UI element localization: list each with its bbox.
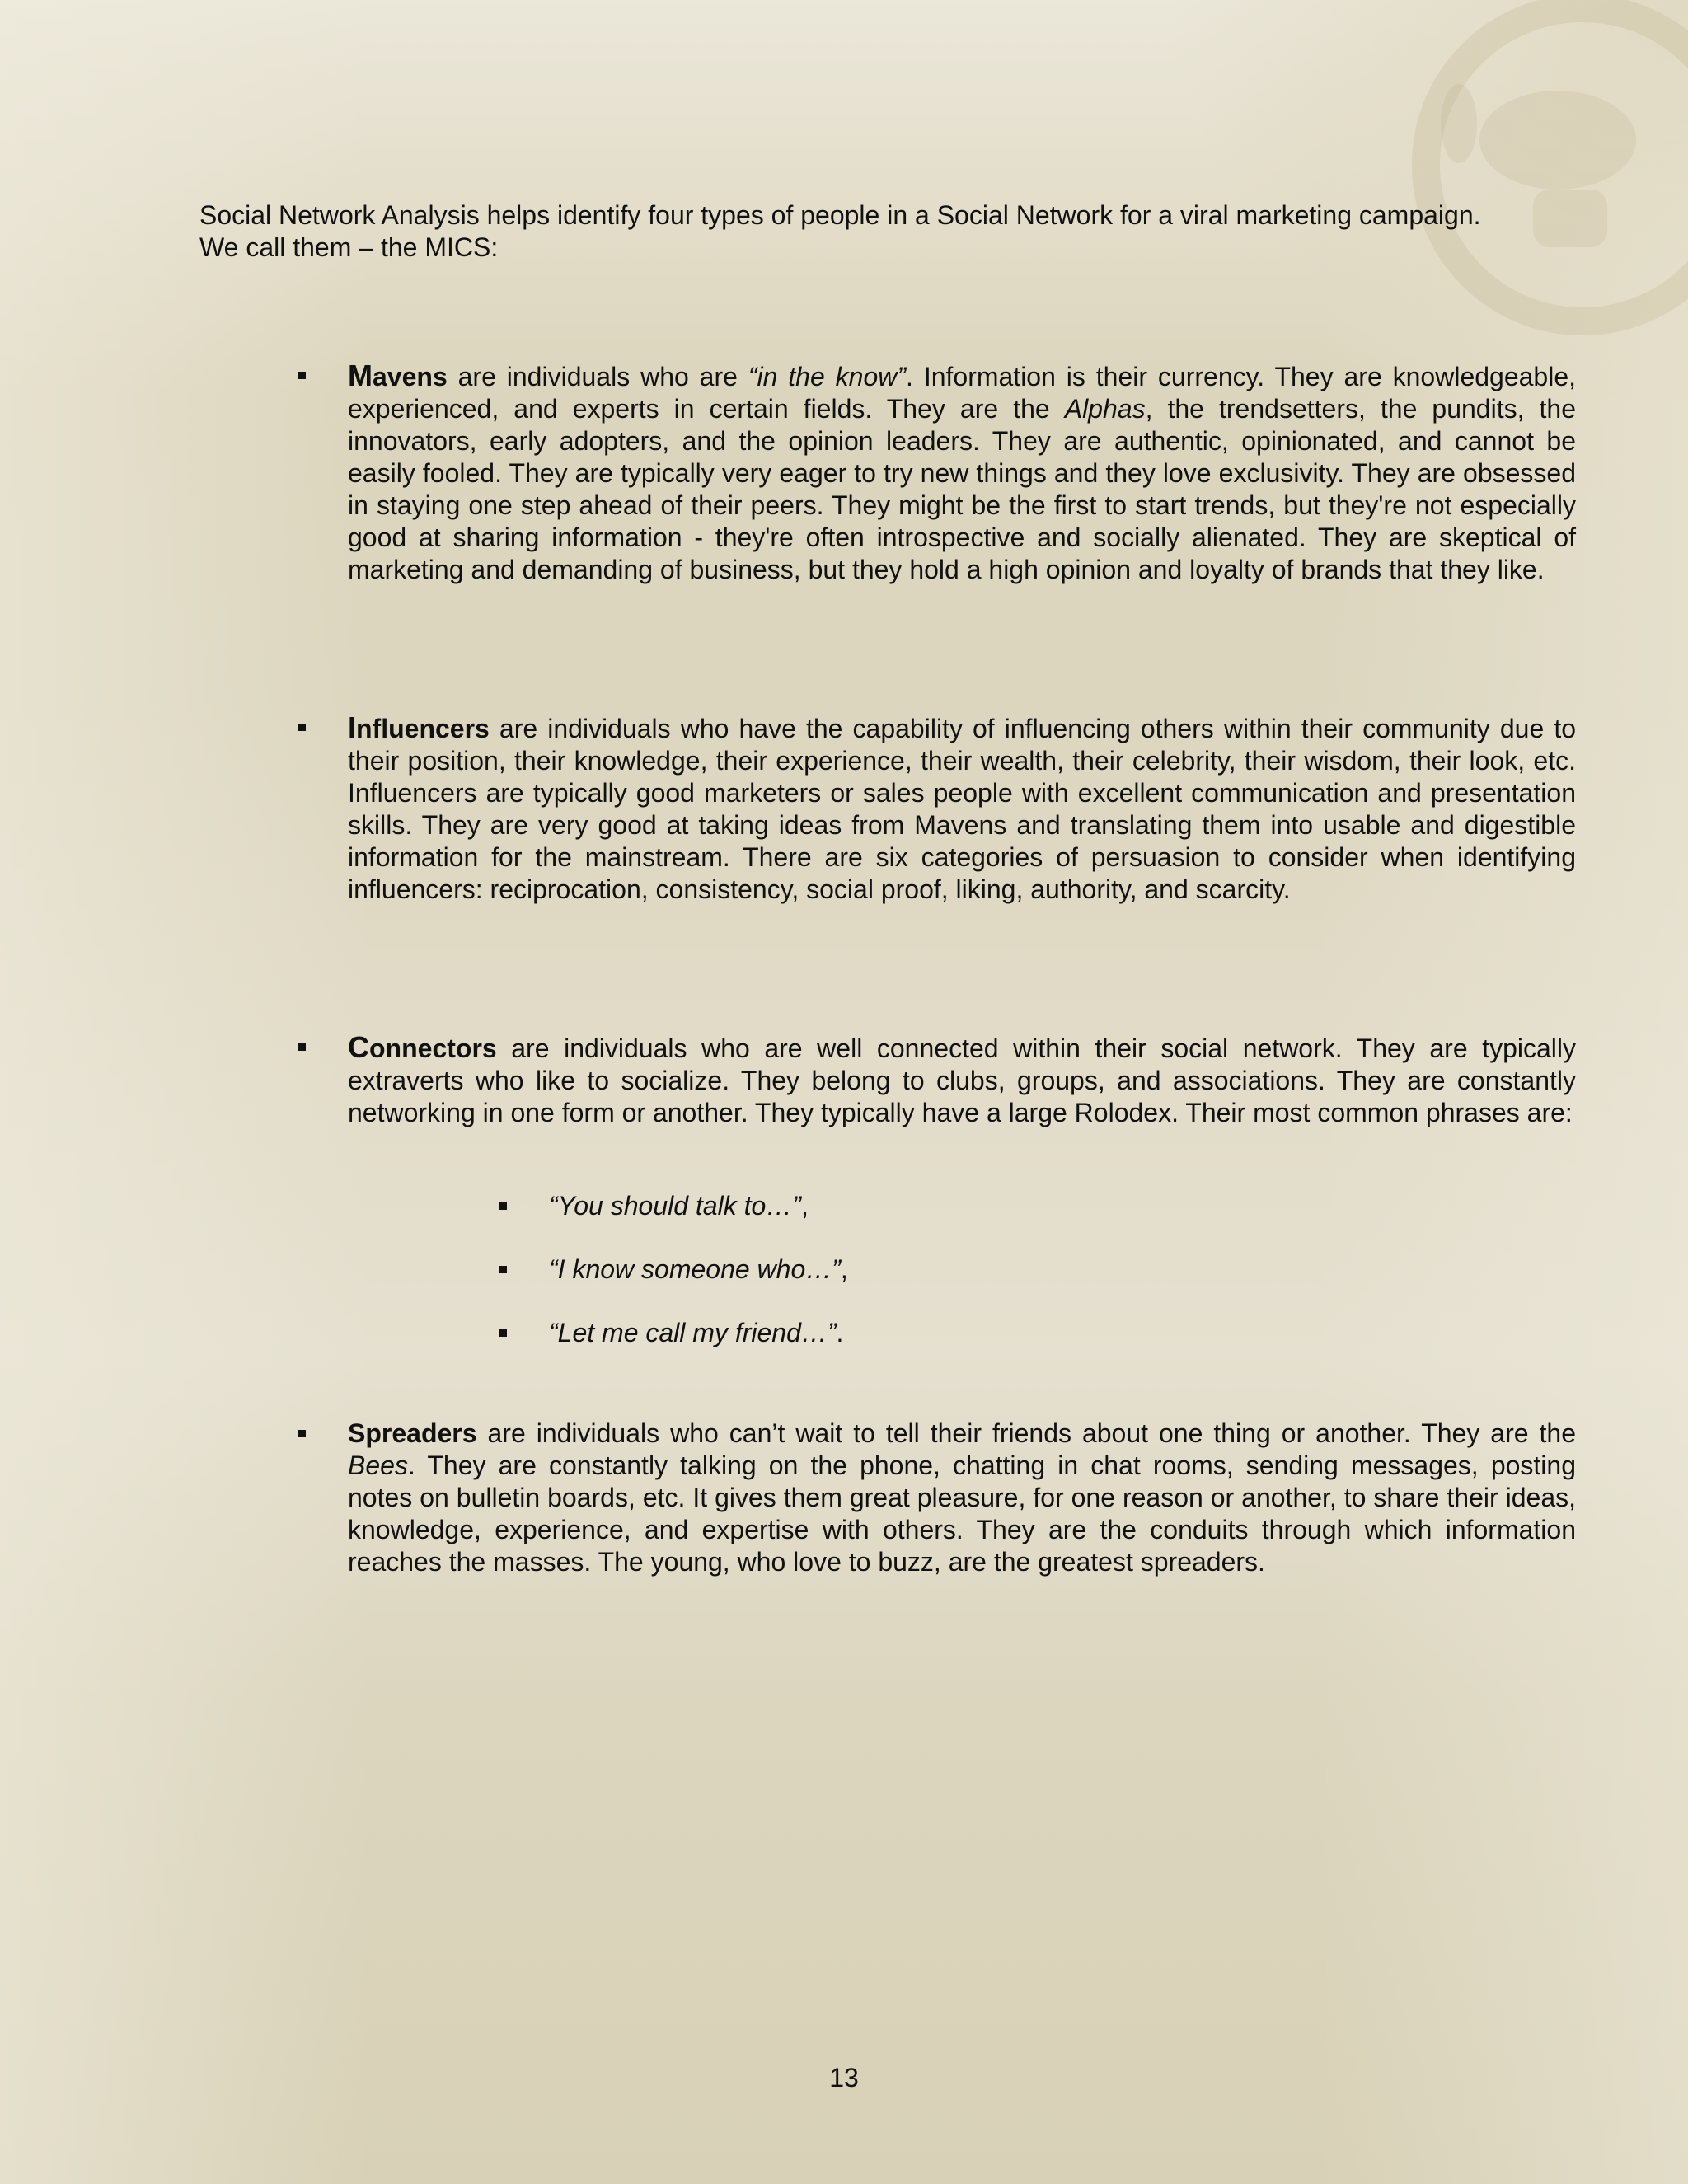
mavens-paragraph: Mavens are individuals who are “in the know”. Information is their currency. They are knowledgeable, experienced, and experts in certain fields. They are the Alphas, the trendsetters, the pundits, the innovators, early adopters, and the opinion leaders. They are authentic, opinionated, and cannot be easily fooled. They are typically very eager to try new things and they love exclusivity. They are obsessed in staying one step ahead of their peers. They might be the first to start trends, but they're not especially good at sharing information - they're often introspective and socially alienated. They are skeptical of marketing and demanding of business, but they hold a high opinion and loyalty of brands that they like. — [348, 359, 1577, 584]
square-bullet-icon — [298, 372, 306, 379]
intro-line-1: Social Network Analysis helps identify four types of people in a Social Network for a viral marketing campaign. — [199, 200, 1481, 230]
square-bullet-icon — [499, 1266, 507, 1273]
phrase-item: “You should talk to…”, — [549, 1190, 809, 1222]
spreaders-term: Spreaders — [348, 1418, 477, 1448]
mavens-term: Mavens — [348, 359, 448, 392]
page-number: 13 — [829, 2063, 859, 2093]
square-bullet-icon — [298, 1430, 306, 1437]
phrase-item: “Let me call my friend…”. — [549, 1317, 843, 1349]
square-bullet-icon — [499, 1202, 507, 1210]
connectors-term: Connectors — [348, 1030, 497, 1064]
phrase-item: “I know someone who…”, — [549, 1254, 848, 1286]
list-item-mavens — [348, 359, 1576, 586]
intro-line-2: We call them – the MICS: — [199, 232, 499, 262]
influencers-paragraph: Influencers are individuals who have the capability of influencing others within their community due to their position, their knowledge, their experience, their wealth, their celebrity, their wisdom, their look, etc. Influencers are typically good marketers or sales people with excellent communication and presentation skills. They are very good at taking ideas from Mavens and translating them into usable and digestible information for the mainstream. There are six categories of persuasion to consider when identifying influencers: reciprocation, consistency, social proof, liking, authority, and scarcity. — [348, 710, 1576, 904]
square-bullet-icon — [499, 1329, 507, 1337]
connectors-paragraph: Connectors are individuals who are well connected within their social network. They are typically extraverts who like to socialize. They belong to clubs, groups, and associations. They are constantly networking in one form or another. They typically have a large Rolodex. Their most common phrases are: — [348, 1030, 1576, 1127]
alphas-term: Alphas — [1064, 394, 1146, 424]
influencers-term: Influencers — [348, 710, 490, 744]
list-item-influencers — [348, 711, 1576, 906]
intro-paragraph — [199, 199, 1578, 264]
in-the-know-quote: “in the know” — [748, 362, 907, 391]
square-bullet-icon — [298, 1043, 306, 1051]
list-item-connectors — [348, 1031, 1576, 1129]
square-bullet-icon — [298, 724, 306, 731]
bees-term: Bees — [348, 1451, 408, 1480]
list-item-spreaders — [348, 1418, 1576, 1578]
spreaders-paragraph: Spreaders are individuals who can’t wait to tell their friends about one thing or another. They are the Bees. They are constantly talking on the phone, chatting in chat rooms, sending messages, posting notes on bulletin boards, etc. It gives them great pleasure, for one reason or another, to share their ideas, knowledge, experience, and expertise with others. They are the conduits through which information reaches the masses. The young, who love to buzz, are the greatest spreaders. — [348, 1418, 1576, 1577]
